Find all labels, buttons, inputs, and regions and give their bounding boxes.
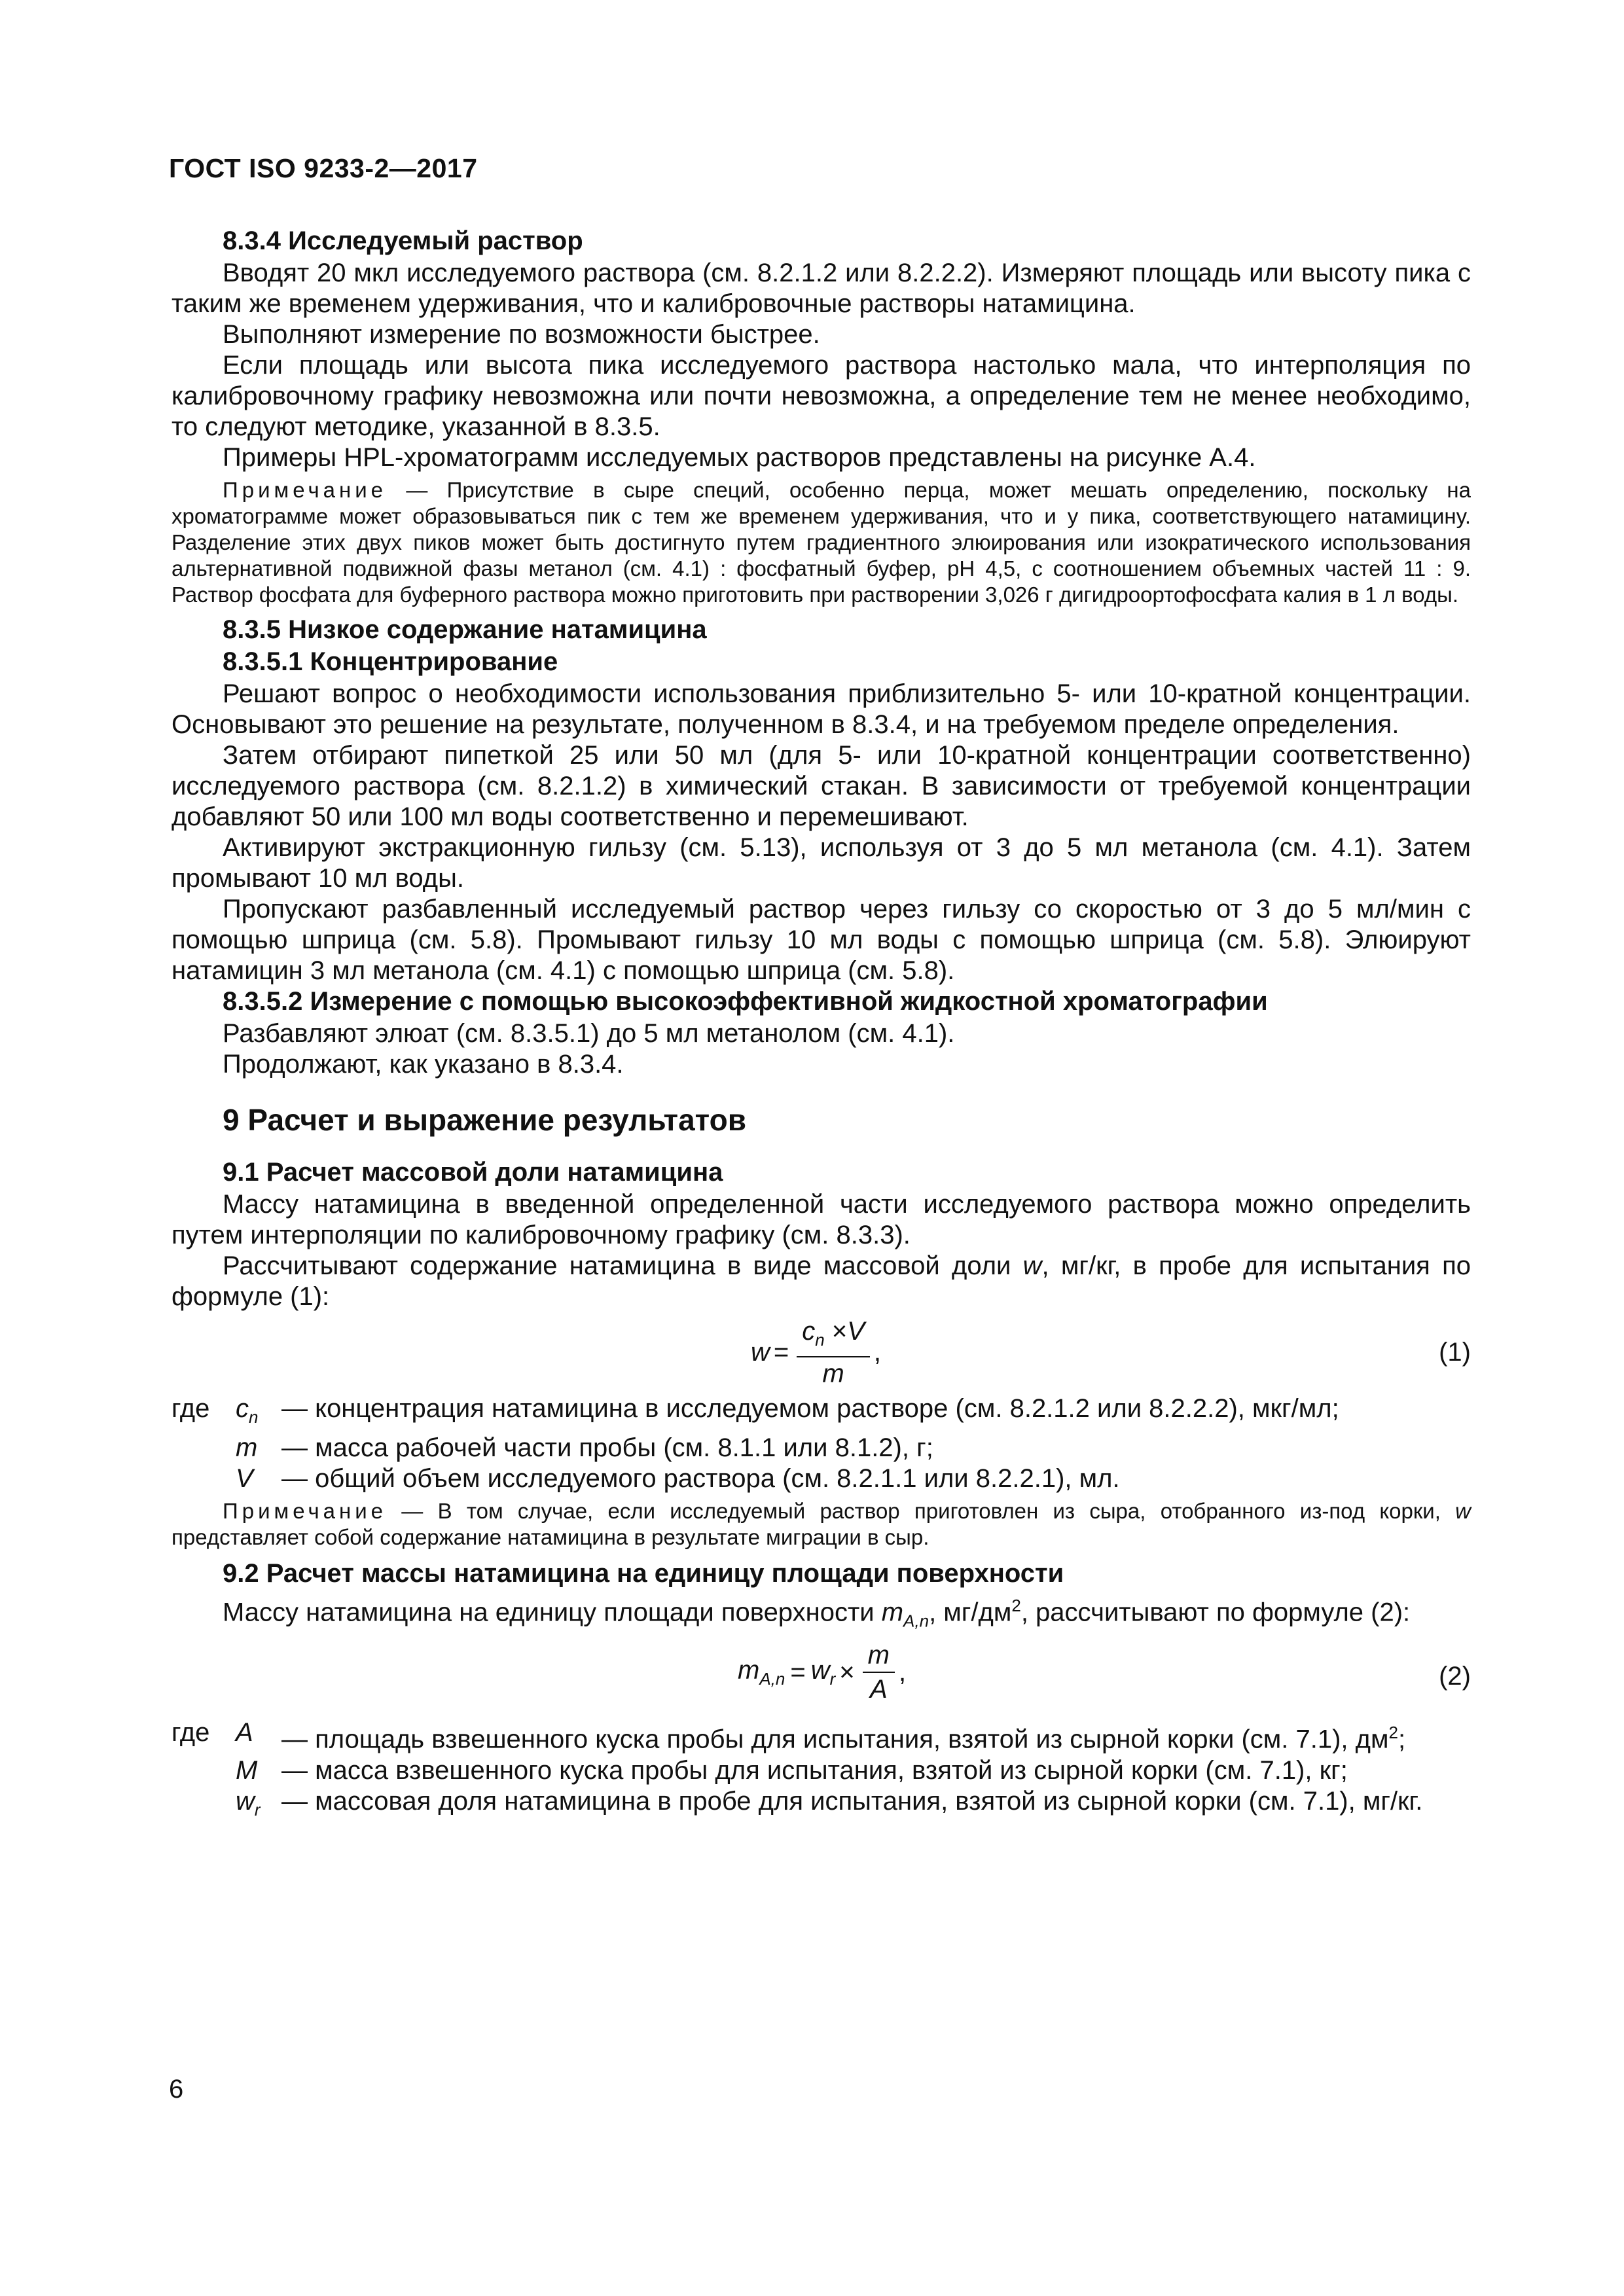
equation-number: (1) (1439, 1338, 1471, 1367)
section-title-8-3-5-2: 8.3.5.2 Измерение с помощью высокоэффективной жидкостной хроматографии (223, 987, 1268, 1016)
note: Примечание — В том случае, если исследуемый раствор приготовлен из сыра, отобранного из-под корки, w представляет собой содержание натамицина в результате миграции в сыр. (171, 1499, 1471, 1549)
definition-row (171, 1463, 1471, 1494)
paragraph: Активируют экстракционную гильзу (см. 5.13), используя от 3 до 5 мл метанола (см. 4.1). Затем промывают 10 мл воды. (171, 833, 1471, 893)
symbol-definitions-2 (171, 1717, 1471, 1825)
paragraph: Пропускают разбавленный исследуемый раствор через гильзу со скоростью от 3 до 5 мл/мин с помощью шприца (см. 5.8). Промывают гильзу 10 мл воды с помощью шприца (см. 5.8). Элюируют натамицин 3 мл метанола (см. 4.1) с помощью шприца (см. 5.8). (171, 895, 1471, 985)
definition-text: — концентрация натамицина в исследуемом растворе (см. 8.2.1.2 или 8.2.2.2), мкг/мл; (281, 1394, 1339, 1423)
formula-lhs: $m_{A,n}$ (738, 1655, 785, 1689)
definition-text: — площадь взвешенного куска пробы для испытания, взятой из сырной корки (см. 7.1), $дм^2$; (281, 1723, 1406, 1754)
definition-text: — масса рабочей части пробы (см. 8.1.1 или 8.1.2), г; (281, 1433, 933, 1462)
symbol: $w_r$ (236, 1786, 261, 1820)
symbol: m (236, 1433, 258, 1462)
symbol: V (236, 1464, 253, 1493)
note (171, 477, 1471, 608)
paragraph: Решают вопрос о необходимости использования приблизительно 5- или 10-кратной концентрации. Основывают это решение на результате, полученном в 8.3.4, и на требуемом пределе определения. (171, 679, 1471, 739)
formula-lhs: w (751, 1338, 770, 1367)
symbol-definitions-1 (171, 1393, 1471, 1494)
document-header: ГОСТ ISO 9233-2—2017 (169, 153, 478, 183)
definition-text: — общий объем исследуемого раствора (см. 8.2.1.1 или 8.2.2.1), мл. (281, 1464, 1120, 1493)
symbol: M (236, 1755, 258, 1785)
symbol: $c_n$ (236, 1394, 259, 1427)
paragraph: Рассчитывают содержание натамицина в виде массовой доли w, мг/кг, в пробе для испытания по формуле (1): (171, 1251, 1471, 1311)
fraction: $\frac{c_n \times V}{m}$ (797, 1316, 870, 1389)
section-title-8-3-4: 8.3.4 Исследуемый раствор (223, 226, 583, 255)
note-label: Примечание (223, 478, 388, 502)
paragraph: Примеры HPL-хроматограмм исследуемых растворов представлены на рисунке А.4. (223, 443, 1256, 472)
symbol: A (236, 1718, 253, 1748)
equals-sign: = (773, 1338, 789, 1367)
formula-2: $m_{A,n}$ = $w_r$ × $\frac{m}{A}$ , (2) (738, 1641, 1471, 1704)
equals-sign: = (790, 1657, 806, 1687)
section-title-8-3-5-1: 8.3.5.1 Концентрирование (223, 647, 558, 676)
paragraph: Затем отбирают пипеткой 25 или 50 мл (для 5- или 10-кратной концентрации соответственно) исследуемого раствора (см. 8.2.1.2) в химический стакан. В зависимости от требуемой концентрации добавляют 50 или 100 мл воды соответственно и перемешивают. (171, 741, 1471, 831)
paragraph: Массу натамицина на единицу площади поверхности $m_{A,n}$, $мг/дм^2$, рассчитывают по формуле (2): (223, 1596, 1411, 1631)
section-title-9-2: 9.2 Расчет массы натамицина на единицу площади поверхности (223, 1559, 1064, 1588)
formula-1: w = $\frac{c_n \times V}{m}$ , (1) (751, 1317, 1471, 1388)
note-text: — Присутствие в сыре специй, особенно перца, может мешать определению, поскольку на хроматограмме может образовываться пик с тем же временем удерживания, что и у пика, соответствующего натамицину. Разделение этих двух пиков может быть достигнуто путем градиентного элюирования или изократического использования альтернативной подвижной фазы метанол (см. 4.1) : фосфатный буфер, pH 4,5, с соотношением объемных частей 11 : 9. Раствор фосфата для буферного раствора можно приготовить при растворении 3,026 г дигидроортофосфата калия в 1 л воды. (171, 478, 1471, 607)
definition-row: где $c_n$ — концентрация натамицина в исследуемом растворе (см. 8.2.1.2 или 8.2.2.2), мкг/мл; (171, 1393, 1471, 1433)
symbol-w: w (1022, 1251, 1042, 1280)
definition-row (171, 1786, 1471, 1825)
page-body (171, 226, 1471, 1825)
section-title-8-3-5: 8.3.5 Низкое содержание натамицина (223, 615, 707, 644)
paragraph: Массу натамицина в введенной определенной части исследуемого раствора можно определить путем интерполяции по калибровочному графику (см. 8.3.3). (171, 1190, 1471, 1249)
paragraph: Если площадь или высота пика исследуемого раствора настолько мала, что интерполяция по калибровочному графику невозможна или почти невозможна, а определение тем не менее необходимо, то следуют методике, указанной в 8.3.5. (171, 351, 1471, 441)
equation-number: (2) (1439, 1662, 1471, 1691)
paragraph: Вводят 20 мкл исследуемого раствора (см. 8.2.1.2 или 8.2.2.2). Измеряют площадь или высоту пика с таким же временем удерживания, что и калибровочные растворы натамицина. (171, 259, 1471, 318)
page-number: 6 (169, 2075, 184, 2104)
paragraph: Разбавляют элюат (см. 8.3.5.1) до 5 мл метанолом (см. 4.1). (223, 1019, 955, 1048)
section-title-9: 9 Расчет и выражение результатов (223, 1103, 746, 1137)
paragraph: Выполняют измерение по возможности быстрее. (223, 320, 820, 349)
paragraph: Продолжают, как указано в 8.3.4. (223, 1050, 624, 1079)
definition-text: — массовая доля натамицина в пробе для испытания, взятой из сырной корки (см. 7.1), мг/кг. (281, 1786, 1423, 1816)
definition-row: где A — площадь взвешенного куска пробы для испытания, взятой из сырной корки (см. 7.1), $дм^2$; (171, 1718, 1406, 1754)
section-title-9-1: 9.1 Расчет массовой доли натамицина (223, 1158, 723, 1187)
definition-row (171, 1755, 1471, 1786)
definition-text: — масса взвешенного куска пробы для испытания, взятой из сырной корки (см. 7.1), кг; (281, 1755, 1348, 1785)
definition-row (171, 1433, 1471, 1463)
fraction: $\frac{m}{A}$ (863, 1640, 895, 1704)
note-label: Примечание (223, 1499, 388, 1523)
